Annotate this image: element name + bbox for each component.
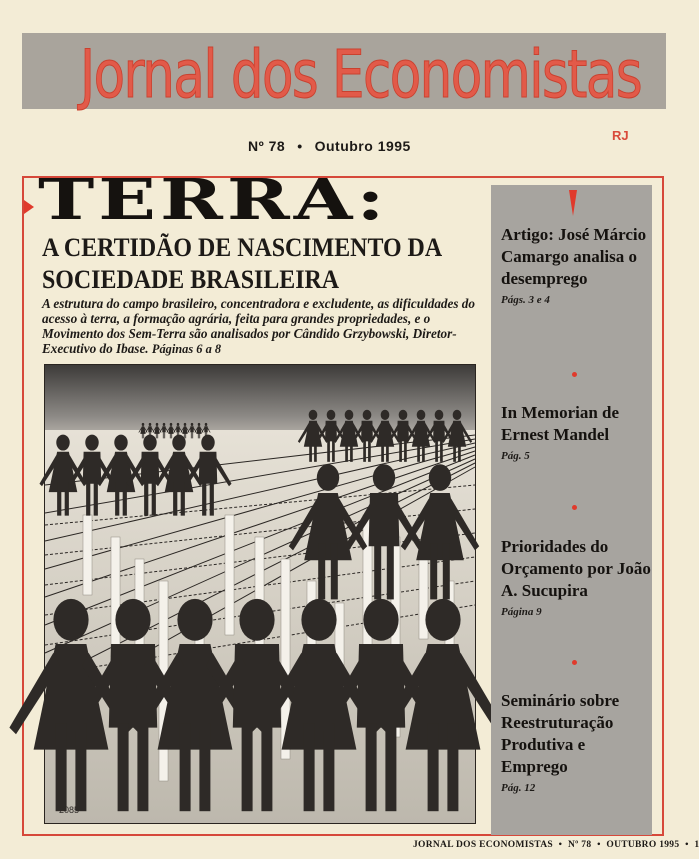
footer-sep: • [597, 840, 601, 850]
footer-publication: JORNAL DOS ECONOMISTAS [413, 840, 553, 850]
cover-lead-text: A estrutura do campo brasileiro, concentradora e excludente, as dificuldades do acesso à terra, a formação agrária, feita para grandes propriedades, e o Movimento dos Sem-Terra são analisados por Cândido Grzybowski, Diretor-Executivo do Ibase. [42, 296, 475, 356]
page-footer [410, 840, 699, 850]
issue-number: Nº 78 [248, 138, 286, 154]
sidebar-pointer-icon [569, 190, 577, 216]
sidebar-article-title: Artigo: José Márcio Camargo analisa o desemprego [501, 225, 647, 288]
footer-issue: Nº 78 [568, 840, 592, 850]
sidebar-article-pages: Pág. 12 [501, 782, 536, 794]
sidebar-article-1[interactable] [501, 224, 651, 306]
footer-page: 1 [694, 840, 699, 850]
sidebar-article-pages: Página 9 [501, 606, 542, 618]
sidebar-article-pages: Pág. 5 [501, 450, 530, 462]
issue-separator: • [297, 138, 303, 154]
sidebar-article-4[interactable] [501, 690, 651, 794]
masthead-title: Jornal dos Economistas [80, 36, 642, 113]
bullet-dot-icon [572, 505, 577, 510]
footer-date: OUTUBRO 1995 [606, 840, 680, 850]
sidebar-article-pages: Págs. 3 e 4 [501, 294, 550, 306]
footer-sep: • [558, 840, 563, 850]
bullet-dot-icon [572, 660, 577, 665]
issue-date: Outubro 1995 [314, 138, 411, 154]
sidebar-article-3[interactable] [501, 536, 651, 618]
sidebar-article-title: In Memorian de Ernest Mandel [501, 403, 620, 444]
cover-lead [42, 296, 492, 357]
sidebar-article-title: Prioridades do Orçamento por João A. Sucupira [501, 537, 651, 600]
sidebar-article-2[interactable] [501, 402, 651, 462]
sidebar-article-title: Seminário sobre Reestruturação Produtiva e Emprego [501, 691, 620, 776]
issue-line [248, 138, 411, 154]
people-holding-hands-illustration [45, 365, 475, 823]
footer-sep: • [685, 840, 689, 850]
illustration-signature: 2085 [59, 805, 80, 815]
masthead-region: RJ [612, 128, 629, 143]
cover-headline: TERRA: [38, 167, 389, 233]
cover-subtitle: A CERTIDÃO DE NASCIMENTO DA SOCIEDADE BRASILEIRA [42, 233, 441, 294]
cover-illustration [44, 364, 476, 824]
bullet-dot-icon [572, 372, 577, 377]
headline-pointer-icon [24, 200, 34, 214]
cover-pages: Páginas 6 a 8 [151, 342, 222, 356]
